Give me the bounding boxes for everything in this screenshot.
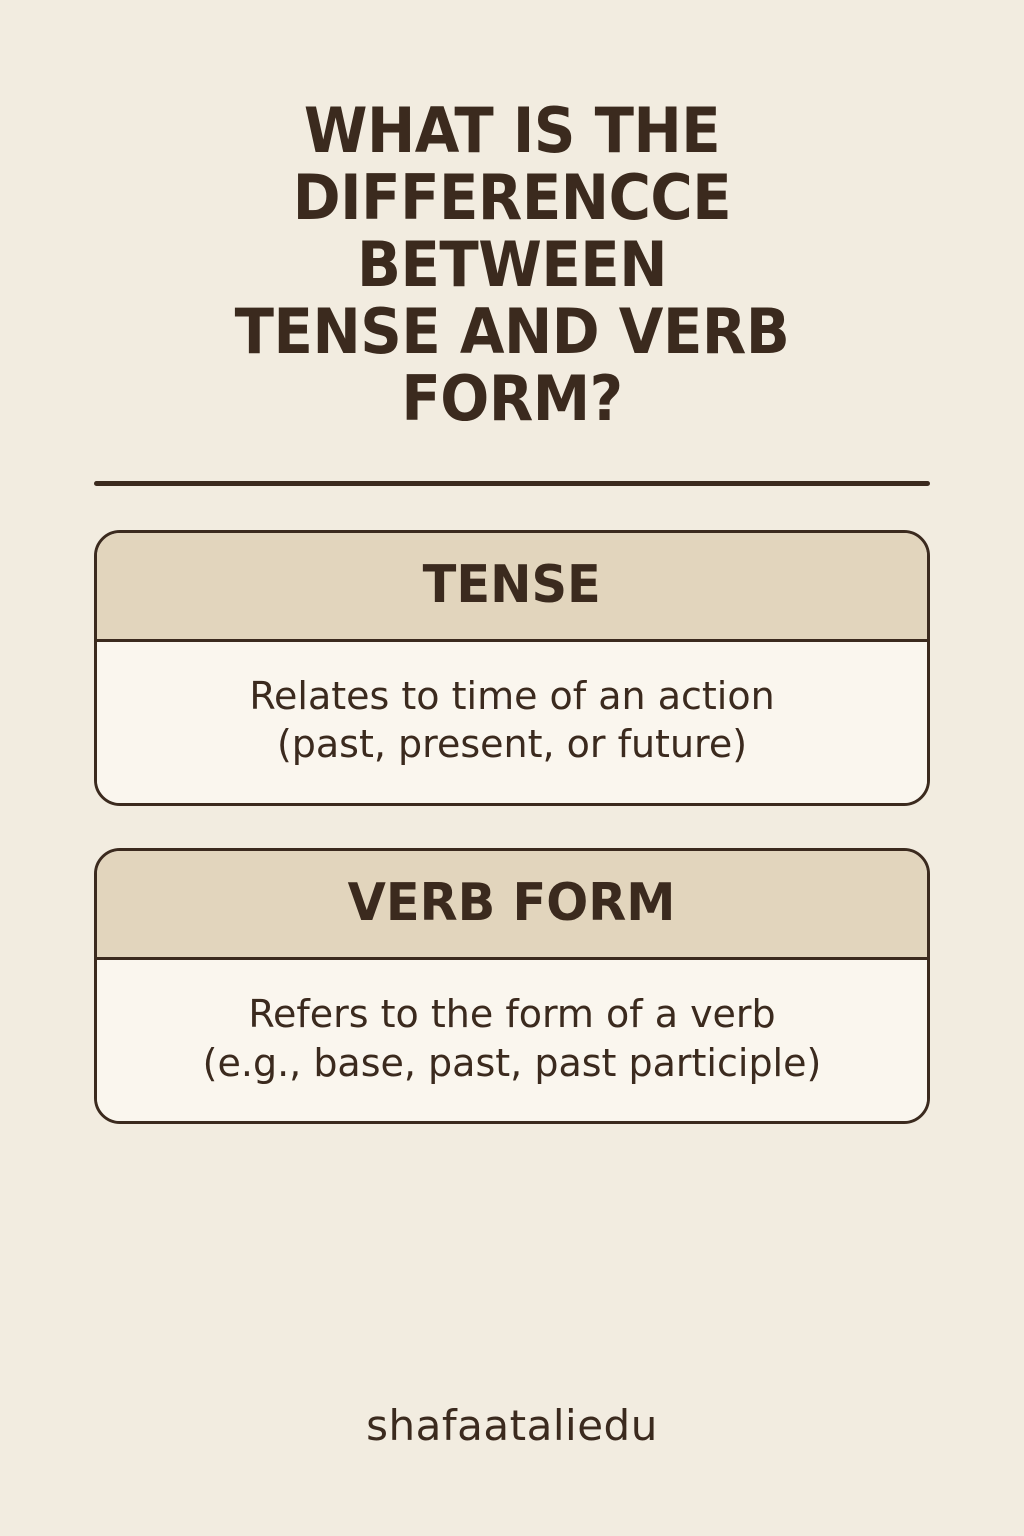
card-tense-body [97, 642, 927, 803]
card-verb-form-body-line-1: Refers to the form of a verb [248, 992, 776, 1037]
card-verb-form [94, 848, 930, 1124]
title-divider [94, 481, 930, 486]
page-title-line-2: BETWEEN [356, 227, 668, 301]
page-title-line-1: WHAT IS THE DIFFERENCCE [292, 94, 732, 234]
card-verb-form-body-line-2: (e.g., base, past, past participle) [202, 1040, 822, 1085]
page-title [121, 94, 902, 435]
card-tense-body-line-2: (past, present, or future) [276, 722, 748, 767]
card-tense-heading: TENSE [422, 554, 602, 615]
card-tense-header [97, 533, 927, 642]
footer-handle: shafaataliedu [366, 1401, 658, 1450]
card-verb-form-header [97, 851, 927, 960]
card-tense-body-line-1: Relates to time of an action [249, 673, 775, 718]
card-verb-form-heading: VERB FORM [348, 873, 676, 934]
card-tense [94, 530, 930, 806]
page-title-line-3: TENSE AND VERB FORM? [234, 294, 790, 435]
card-verb-form-body [97, 960, 927, 1121]
